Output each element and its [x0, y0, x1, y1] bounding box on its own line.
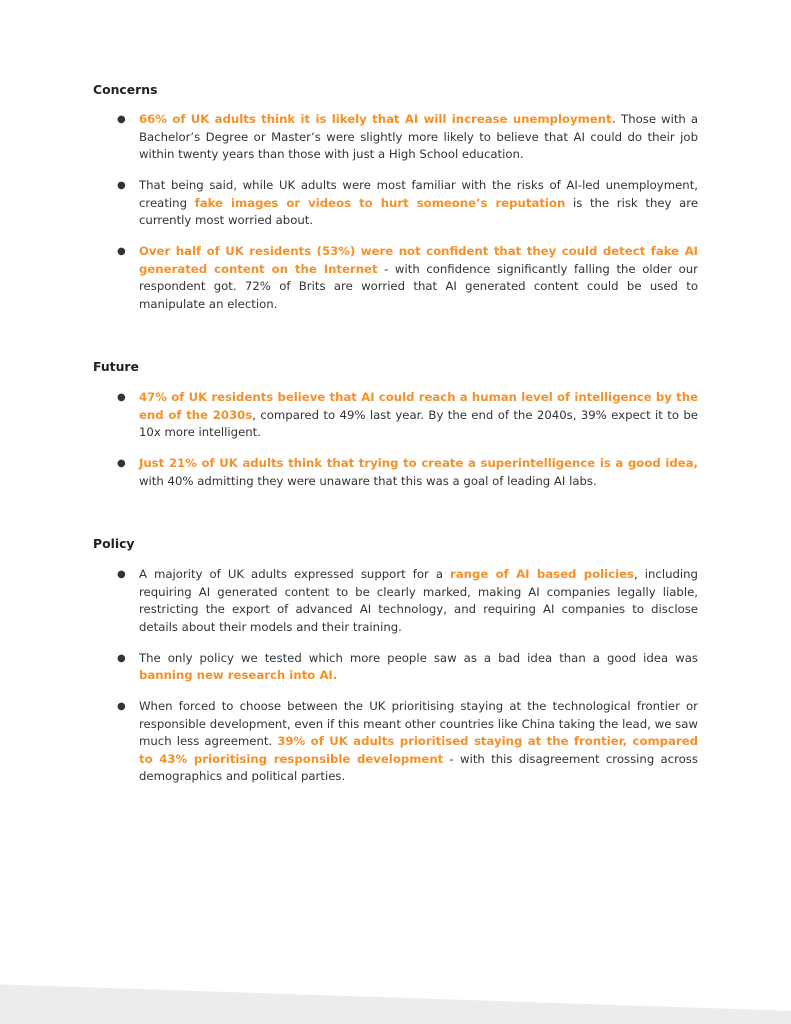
list-item [115, 455, 698, 490]
policy-list [115, 566, 698, 799]
future-list [115, 389, 698, 504]
highlight-text: Over half of UK residents (53%) were not confident that they could detect fake AI generated content on the Internet [139, 244, 698, 276]
bullet-icon: ● [117, 458, 126, 469]
list-item [115, 698, 698, 786]
body-text: is the risk they are currently most worried about. [139, 195, 699, 227]
body-text: , including requiring AI generated content to be clearly marked, making AI companies legally liable, restricting the export of advanced AI technology, and requiring AI companies to disclose details about their models and their training. [139, 567, 698, 634]
list-item [115, 389, 698, 442]
bullet-icon: ● [117, 701, 126, 712]
body-text: Those with a Bachelor’s Degree or Master’s were slightly more likely to believe that AI could do their job within twenty years than those with just a High School education. [139, 112, 698, 161]
highlight-text: 66% of UK adults think it is likely that AI will increase unemployment. [139, 112, 617, 126]
highlight-text: Just 21% of UK adults think that trying to create a superintelligence is a good idea, [139, 456, 698, 470]
list-item [115, 111, 698, 164]
section-heading-concerns: Concerns [93, 82, 158, 97]
body-text: , compared to 49% last year. By the end of the 2040s, 39% expect it to be 10x more intelligent. [139, 407, 698, 439]
section-heading-future: Future [93, 359, 139, 374]
body-text: - with this disagreement crossing across demographics and political parties. [139, 751, 698, 783]
highlight-text: 39% of UK adults prioritised staying at the frontier, compared to 43% prioritising responsible development [139, 734, 698, 766]
body-text: with 40% admitting they were unaware that this was a goal of leading AI labs. [139, 473, 597, 488]
list-item [115, 650, 698, 685]
footer-band [0, 980, 791, 1024]
body-text: - with confidence significantly falling the older our respondent got. 72% of Brits are worried that AI generated content could be used to manipulate an election. [139, 261, 698, 311]
list-item [115, 177, 698, 230]
concerns-list [115, 111, 698, 327]
highlight-text: range of AI based policies [450, 567, 635, 581]
list-item [115, 566, 698, 636]
highlight-text: fake images or videos to hurt someone’s reputation [194, 195, 566, 210]
body-text: A majority of UK adults expressed support for a [139, 567, 451, 581]
highlight-text: 47% of UK residents believe that AI could reach a human level of intelligence by the end of the 2030s [139, 390, 698, 422]
list-item [115, 243, 698, 313]
body-text: The only policy we tested which more people saw as a bad idea than a good idea was [139, 650, 698, 665]
bullet-icon: ● [117, 652, 126, 664]
bullet-icon: ● [117, 569, 126, 580]
body-text: When forced to choose between the UK prioritising staying at the technological frontier or responsible development, even if this meant other countries like China taking the lead, we saw much less agreement. [139, 699, 698, 748]
highlight-text: banning new research into AI. [139, 668, 338, 682]
bullet-icon: ● [117, 246, 126, 257]
section-heading-policy: Policy [93, 536, 135, 551]
body-text: That being said, while UK adults were most familiar with the risks of AI-led unemployment, creating [139, 178, 698, 210]
bullet-icon: ● [117, 180, 126, 191]
bullet-icon: ● [117, 114, 126, 125]
bullet-icon: ● [117, 392, 126, 403]
